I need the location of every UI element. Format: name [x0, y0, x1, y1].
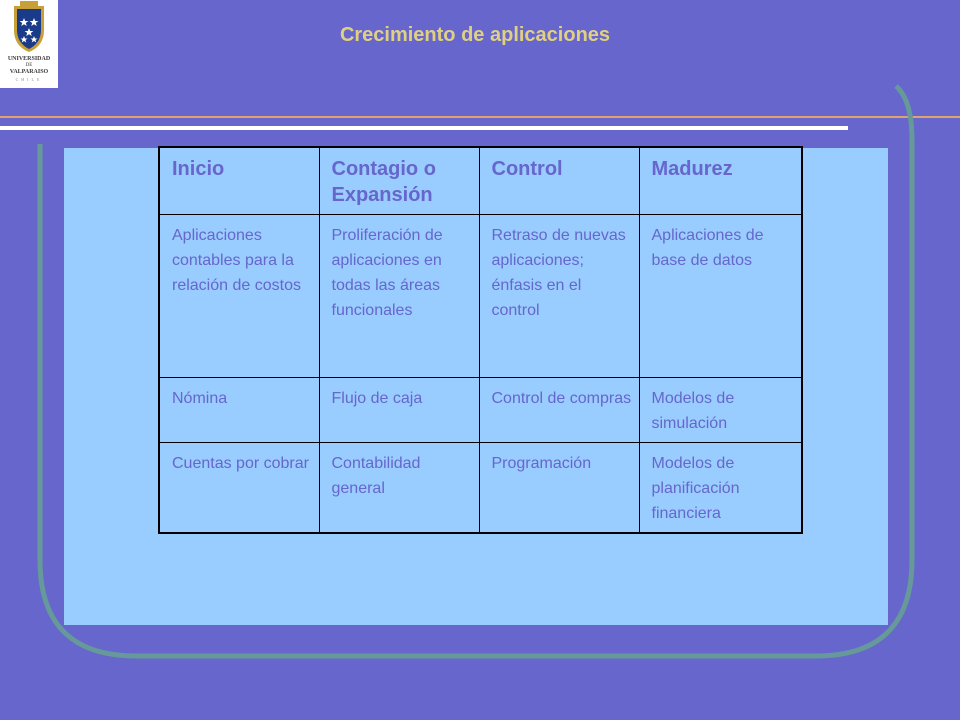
logo-line-2: DE: [25, 63, 33, 68]
table-cell: Cuentas por cobrar: [159, 443, 319, 534]
table-cell: Contabilidad general: [319, 443, 479, 534]
table-header-row: [159, 147, 802, 215]
table-cell: Proliferación de aplicaciones en todas las áreas funcionales: [319, 215, 479, 378]
header-contagio: Contagio o Expansión: [319, 147, 479, 215]
table-cell: Aplicaciones contables para la relación de costos: [159, 215, 319, 378]
table-cell: Modelos de simulación: [639, 378, 802, 443]
header-madurez: Madurez: [639, 147, 802, 215]
header-control: Control: [479, 147, 639, 215]
table-cell: Nómina: [159, 378, 319, 443]
table-cell: Retraso de nuevas aplicaciones; énfasis en el control: [479, 215, 639, 378]
logo-line-3: VALPARAISO: [9, 69, 49, 75]
table-cell: Modelos de planificación financiera: [639, 443, 802, 534]
table-row: [159, 443, 802, 534]
table-row: [159, 215, 802, 378]
logo-line-1: UNIVERSIDAD: [7, 56, 51, 62]
logo-line-4: CHILE: [15, 77, 43, 82]
growth-stages-table: [158, 146, 803, 534]
header-inicio: Inicio: [159, 147, 319, 215]
table-cell: Control de compras: [479, 378, 639, 443]
table-cell: Programación: [479, 443, 639, 534]
slide-title: Crecimiento de aplicaciones: [339, 24, 611, 46]
table-row: [159, 378, 802, 443]
table-cell: Aplicaciones de base de datos: [639, 215, 802, 378]
table-cell: Flujo de caja: [319, 378, 479, 443]
